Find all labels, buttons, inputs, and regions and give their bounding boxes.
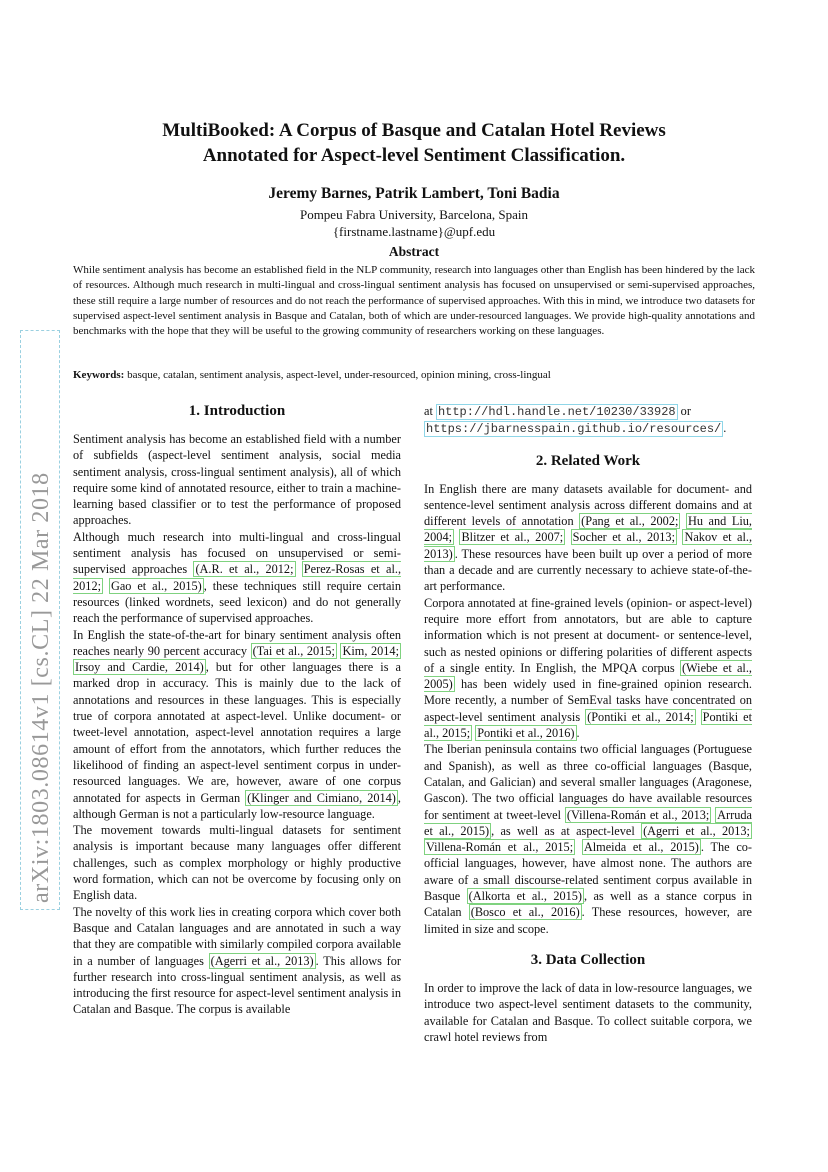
citation-link[interactable]: Pontiki et al., 2015; <box>424 709 753 741</box>
section-1-title: 1. Introduction <box>188 403 286 419</box>
paragraph-text: Corpora annotated at fine-grained levels (opinion- or aspect-level) require more effort from annotators, but are able to capture information which is not present at document- or sentence-level, such as nested opinions or differing polarities of different aspects of a single entity. In English, the MPQA corpus <box>424 595 752 675</box>
paragraph-text: Although much research into multi-lingual and cross-lingual sentiment analysis has focused on unsupervised or semi-supervised approaches <box>73 529 401 577</box>
citation-link[interactable]: (Wiebe et al., 2005) <box>424 660 752 692</box>
citation-link[interactable]: (Bosco et al., 2016) <box>470 905 580 920</box>
abstract-heading: Abstract <box>388 244 440 259</box>
paragraph-text: . These resources have been built up over a period of more than a decade and are currently necessary to achieve state-of-the-art performance. <box>424 546 752 594</box>
title-line-2: Annotated for Aspect-level Sentiment Classification. <box>202 145 626 166</box>
citation-link[interactable]: (Villena-Román et al., 2013; <box>566 807 710 822</box>
affiliation-block <box>100 206 728 240</box>
resources-url-link[interactable]: https://jbarnesspain.github.io/resources/ <box>426 422 722 437</box>
intro-paragraph-2 <box>73 529 401 627</box>
citation-link[interactable]: Pontiki et al., 2016) <box>477 726 575 741</box>
paragraph-text: , but for other languages there is a marked drop in accuracy. This is mainly due to the lack of annotations and resources in these languages. This is especially true of corpora annotated at aspect-level. Unlike document- or tweet-level annotation, aspect-level annotation requires a large amount of effort from the annotators, which further reduces the likelihood of finding an aspect-level sentiment corpus in under-resourced languages. We are, however, aware of one corpus annotated for aspects in German <box>73 660 401 805</box>
related-paragraph-3 <box>424 741 752 937</box>
citation-link[interactable]: (Pang et al., 2002; <box>581 514 679 529</box>
right-column <box>424 403 752 1045</box>
author-list: Jeremy Barnes, Patrik Lambert, Toni Badia <box>268 185 560 202</box>
title-line-1: MultiBooked: A Corpus of Basque and Catalan Hotel Reviews <box>162 120 666 141</box>
citation-link[interactable]: (A.R. et al., 2012; <box>195 562 294 577</box>
intro-paragraph-4: The movement towards multi-lingual datasets for sentiment analysis is important because many languages offer different challenges, such as complex morphology or highly productive word formation, which can not be overcome by focusing only on English data. <box>73 823 401 903</box>
citation-link[interactable]: Blitzer et al., 2007; <box>461 530 564 545</box>
section-3-title: 3. Data Collection <box>530 951 646 968</box>
intro-paragraph-5 <box>73 904 401 1018</box>
citation-link[interactable]: Kim, 2014; <box>342 643 399 658</box>
keywords-label: Keywords: <box>73 369 125 381</box>
citation-link[interactable]: Perez-Rosas et al., 2012; <box>73 562 402 593</box>
abstract-text: While sentiment analysis has become an established field in the NLP community, research into languages other than English has been hindered by the lack of resources. Although much research in multi-lingual and cross-lingual sentiment analysis has focused on unsupervised or semi-supervised approaches, these still require a large number of resources and do not reach the performance of supervised approaches. With this in mind, we introduce two datasets for supervised aspect-level sentiment analysis in Basque and Catalan, both of which are under-resourced languages. We provide high-quality annotations and benchmarks with the hope that they will be useful to the growing community of researchers working on these languages. <box>73 264 755 338</box>
paragraph-text: , as well as a stance corpus in Catalan <box>424 889 752 920</box>
handle-url-link[interactable]: http://hdl.handle.net/10230/33928 <box>437 405 676 419</box>
paragraph-text: has been widely used in fine-grained opinion research. More recently, a number of SemEval tasks have concentrated on aspect-level sentiment analysis <box>424 677 752 724</box>
citation-link[interactable]: Almeida et al., 2015) <box>583 840 699 855</box>
left-column <box>73 400 401 1018</box>
paragraph-text: , although German is not a particularly low-resource language. <box>73 790 401 821</box>
intro-paragraph-1: Sentiment analysis has become an established field with a number of subfields (aspect-level sentiment analysis, social media sentiment analysis, cross-lingual sentiment analysis), all of which require some kind of annotated resource, either to train a machine-learning based classifier or to test the performance of proposed approaches. <box>73 432 401 528</box>
keywords-line <box>73 369 755 381</box>
arxiv-identifier[interactable]: arXiv:1803.08614v1 [cs.CL] 22 Mar 2018 <box>20 330 60 910</box>
citation-link[interactable]: (Agerri et al., 2013) <box>210 953 314 968</box>
paragraph-text: In English the state-of-the-art for binary sentiment analysis often reaches nearly 90 percent accuracy <box>73 627 401 658</box>
paragraph-text: The novelty of this work lies in creating corpora which cover both Basque and Catalan languages and are annotated in such a way that they are compatible with similarly compiled corpora available in a number of languages <box>73 904 401 968</box>
citation-link[interactable]: (Tai et al., 2015; <box>252 643 335 658</box>
paragraph-text: . <box>723 421 727 436</box>
citation-link[interactable]: Nakov et al., 2013) <box>424 530 753 561</box>
paragraph-text: . This allows for further research into cross-lingual sentiment analysis, as well as introducing the first resource for aspect-level sentiment analysis in Catalan and Basque. The corpus is available <box>73 953 402 1017</box>
citation-link[interactable]: (Pontiki et al., 2014; <box>587 709 694 724</box>
paragraph-text: . <box>576 726 580 741</box>
section-2-title: 2. Related Work <box>535 452 641 469</box>
arxiv-stamp <box>14 330 54 910</box>
data-collection-paragraph-1: In order to improve the lack of data in low-resource languages, we introduce two aspect-level sentiment datasets to the community, available for Catalan and Basque. To collect suitable corpora, we crawl hotel reviews from <box>424 980 752 1044</box>
intro-paragraph-3 <box>73 627 401 823</box>
paragraph-text: . The co-official languages, however, have almost none. The authors are aware of a small discourse-related sentiment corpus available in Basque <box>424 840 753 904</box>
email-pattern: {firstname.lastname}@upf.edu <box>332 224 496 239</box>
related-paragraph-2 <box>424 595 752 742</box>
citation-link[interactable]: Villena-Román et al., 2015; <box>426 840 574 855</box>
availability-paragraph <box>424 403 752 438</box>
citation-link[interactable]: (Agerri et al., 2013; <box>643 823 750 838</box>
citation-link[interactable]: Socher et al., 2013; <box>572 530 676 545</box>
citation-link[interactable]: Gao et al., 2015) <box>110 578 202 593</box>
paragraph-text: . These resources, however, are limited in size and scope. <box>424 905 752 936</box>
affiliation: Pompeu Fabra University, Barcelona, Spain <box>299 207 529 222</box>
citation-link[interactable]: (Klinger and Cimiano, 2014) <box>247 790 396 805</box>
related-paragraph-1 <box>424 481 752 595</box>
paragraph-text: at <box>424 404 436 418</box>
paragraph-text: or <box>677 404 691 418</box>
paragraph-text: In English there are many datasets available for document- and sentence-level sentiment analysis across different domains and at different levels of annotation <box>424 481 752 529</box>
citation-link[interactable]: Hu and Liu, 2004; <box>424 514 752 545</box>
paragraph-text: The Iberian peninsula contains two official languages (Portuguese and Spanish), as well as three co-official languages (Basque, Catalan, and Galician) and several smaller languages (Aragonese, Gascon). The two official languages do have available resources for sentiment at tweet-level <box>424 742 752 822</box>
keywords-text: basque, catalan, sentiment analysis, aspect-level, under-resourced, opinion mining, cross-lingual <box>124 369 551 381</box>
paper-title <box>100 118 728 168</box>
citation-link[interactable]: Irsoy and Cardie, 2014) <box>75 660 204 675</box>
paragraph-text: , these techniques still require certain resources (linked wordnets, seed lexicon) and do not generally reach the performance of supervised approaches. <box>73 578 401 626</box>
citation-link[interactable]: Arruda et al., 2015) <box>424 807 752 838</box>
citation-link[interactable]: (Alkorta et al., 2015) <box>468 889 583 904</box>
paragraph-text: , as well as at aspect-level <box>491 823 642 838</box>
